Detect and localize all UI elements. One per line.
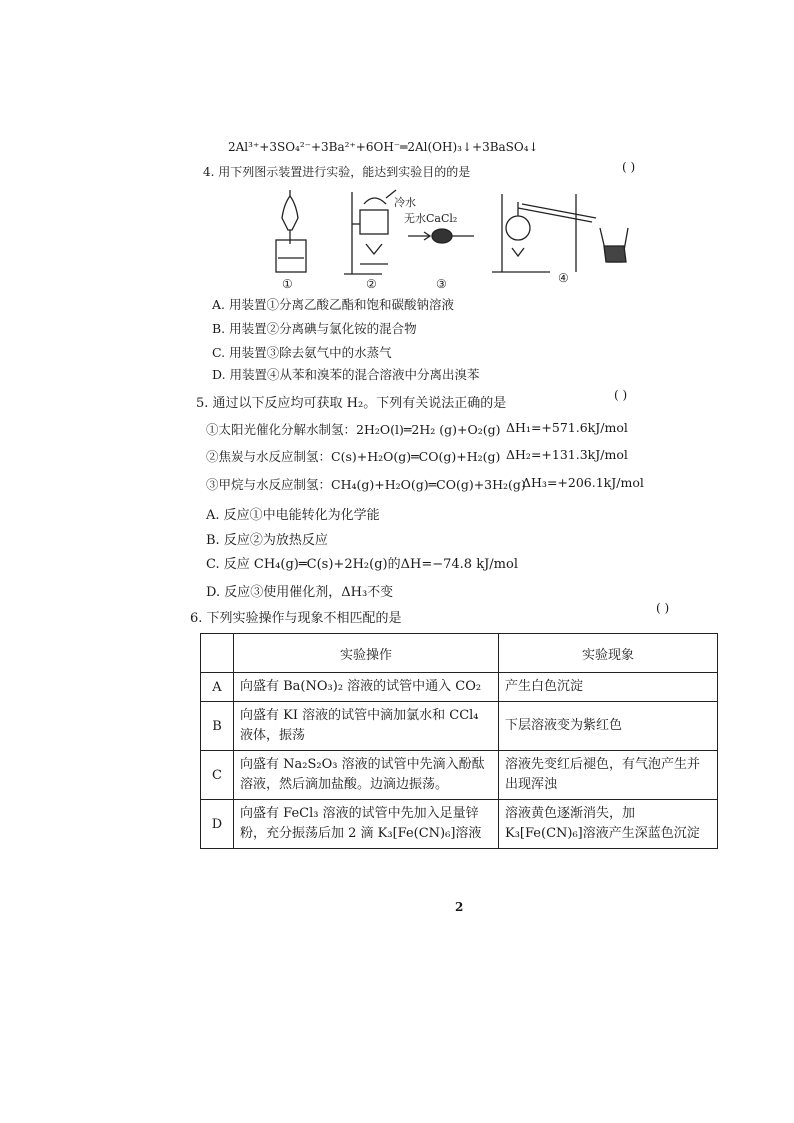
separatory-funnel-icon [276,190,306,272]
q4-answer-paren: ( ) [622,160,636,174]
table-header-row [201,634,718,673]
table-row [201,702,718,751]
q4-option-b: B. 用装置②分离碘与氯化铵的混合物 [212,321,417,336]
row-operation: 向盛有 KI 溶液的试管中滴加氯水和 CCl₄ 液体，振荡 [234,702,499,751]
row-operation: 向盛有 Ba(NO₃)₂ 溶液的试管中通入 CO₂ [234,673,499,702]
row-phenomenon: 产生白色沉淀 [499,673,718,702]
q4-option-d: D. 用装置④从苯和溴苯的混合溶液中分离出溴苯 [212,367,480,382]
q5-option-b: B. 反应②为放热反应 [206,533,328,548]
row-label: A [201,673,234,702]
cacl2-label: 无水CaCl₂ [404,212,458,225]
q6-answer-paren: ( ) [656,601,670,615]
q6-experiment-table [200,633,718,849]
drying-tube-icon [408,229,474,243]
cold-water-label: 冷水 [394,196,416,209]
q5-reaction-3: ③甲烷与水反应制氢：CH₄(g)+H₂O(g)═CO(g)+3H₂(g) [206,477,526,492]
table-header-phenomenon: 实验现象 [499,634,718,673]
sublimation-setup-icon [344,190,396,274]
device-3-num: ③ [436,277,447,290]
q5-reaction-2: ②焦炭与水反应制氢：C(s)+H₂O(g)═CO(g)+H₂(g) [206,449,501,464]
page-number: 2 [455,900,464,914]
q4-option-c: C. 用装置③除去氨气中的水蒸气 [212,345,392,360]
top-equation: 2Al³⁺+3SO₄²⁻+3Ba²⁺+6OH⁻═2Al(OH)₃↓+3BaSO₄↓ [228,140,539,154]
q4-apparatus-figure [270,184,640,290]
q4-stem: 4. 用下列图示装置进行实验，能达到实验目的的是 [203,165,471,179]
row-label: D [201,800,234,849]
q5-answer-paren: ( ) [614,388,628,402]
table-header-blank [201,634,234,673]
row-label: B [201,702,234,751]
q5-reaction-1: ①太阳光催化分解水制氢：2H₂O(l)═2H₂ (g)+O₂(g) [206,422,501,437]
table-row [201,751,718,800]
table-header-operation: 实验操作 [234,634,499,673]
device-1-num: ① [282,277,293,290]
q5-option-c: C. 反应 CH₄(g)═C(s)+2H₂(g)的ΔH=−74.8 kJ/mol [206,557,518,572]
device-4-num: ④ [558,271,569,285]
row-phenomenon: 溶液黄色逐渐消失，加 K₃[Fe(CN)₆]溶液产生深蓝色沉淀 [499,800,718,849]
row-operation: 向盛有 Na₂S₂O₃ 溶液的试管中先滴入酚酞溶液，然后滴加盐酸。边滴边振荡。 [234,751,499,800]
row-phenomenon: 溶液先变红后褪色，有气泡产生并出现浑浊 [499,751,718,800]
q6-stem: 6. 下列实验操作与现象不相匹配的是 [190,611,402,626]
row-operation: 向盛有 FeCl₃ 溶液的试管中先加入足量锌粉，充分振荡后加 2 滴 K₃[Fe(CN)₆]溶液 [234,800,499,849]
q5-dh-2: ΔH₂=+131.3kJ/mol [506,447,628,462]
device-2-num: ② [366,277,377,290]
row-phenomenon: 下层溶液变为紫红色 [499,702,718,751]
table-row [201,673,718,702]
q5-dh-3: ΔH₃=+206.1kJ/mol [522,475,644,490]
table-row [201,800,718,849]
row-label: C [201,751,234,800]
distillation-apparatus-icon [492,194,628,272]
q5-option-a: A. 反应①中电能转化为化学能 [206,508,380,523]
q5-dh-1: ΔH₁=+571.6kJ/mol [506,420,628,435]
q4-option-a: A. 用装置①分离乙酸乙酯和饱和碳酸钠溶液 [212,297,454,312]
q5-stem: 5. 通过以下反应均可获取 H₂。下列有关说法正确的是 [196,396,507,411]
q5-option-d: D. 反应③使用催化剂，ΔH₃不变 [206,585,394,600]
